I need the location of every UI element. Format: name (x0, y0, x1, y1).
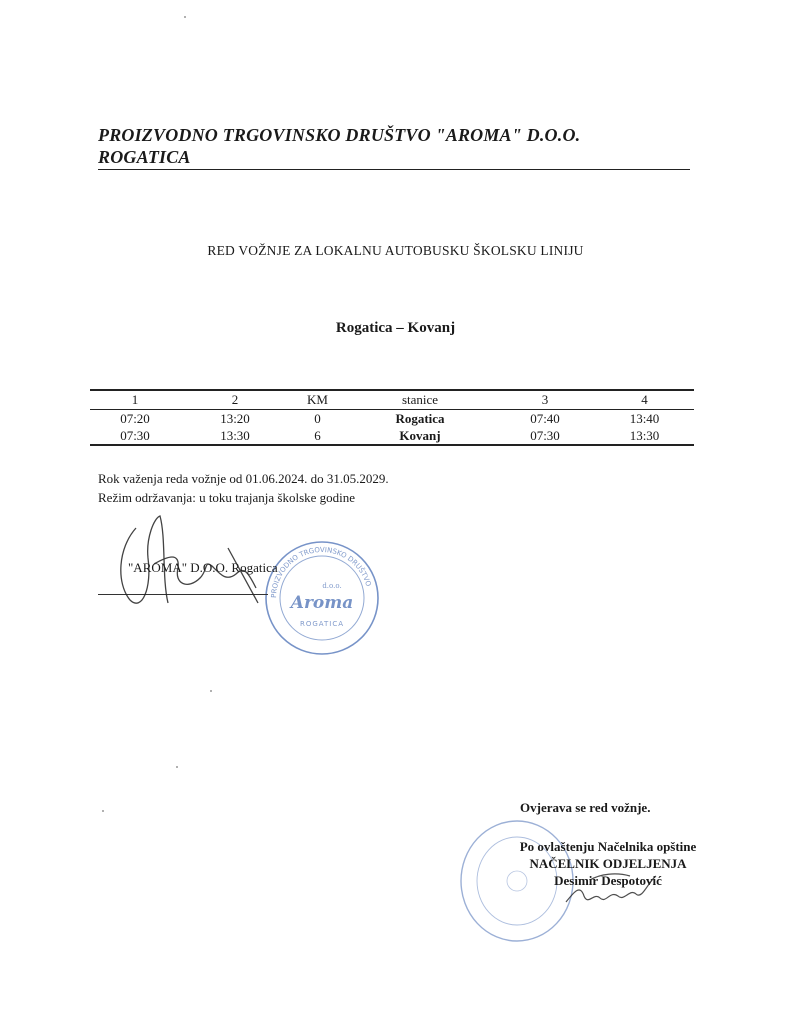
header-divider (98, 169, 690, 170)
cell: 13:30 (180, 427, 290, 445)
validity-notes (98, 469, 389, 507)
department-head-title: NAČELNIK ODJELJENJA (529, 856, 687, 871)
scan-speck (210, 690, 212, 692)
col-header-stations: stanice (345, 390, 495, 410)
cell: 13:40 (629, 410, 660, 426)
cell: 07:30 (495, 427, 595, 445)
col-header-2: 2 (180, 390, 290, 410)
timetable-header-row (90, 390, 694, 410)
carrier-signature-scribble (108, 508, 278, 618)
col-header-1: 1 (90, 390, 180, 410)
official-signature-scribble (560, 862, 670, 914)
col-header-km: KM (290, 390, 345, 410)
stamp-bottom-text: ROGATICA (299, 620, 345, 628)
cell: 07:30 (90, 427, 180, 445)
company-name-line2: ROGATICA (98, 147, 191, 167)
cell: 0 (314, 410, 321, 426)
stamp-ring-text: PROIZVODNO TRGOVINSKO DRUŠTVO (269, 546, 373, 599)
table-row (90, 427, 694, 445)
scan-speck (176, 766, 178, 768)
company-name (98, 124, 698, 168)
cell: 6 (290, 427, 345, 445)
document-title: RED VOŽNJE ZA LOKALNU AUTOBUSKU ŠKOLSKU LINIJU (207, 243, 584, 258)
cell: 07:40 (530, 410, 560, 426)
carrier-signature-label: "AROMA" D.O.O. Rogatica (128, 560, 278, 575)
scan-speck (102, 810, 104, 812)
validity-period: Rok važenja reda vožnje od 01.06.2024. do 31.05.2029. (98, 471, 389, 486)
stamp-doo-text: d.o.o. (322, 582, 342, 590)
station-cell: Rogatica (395, 410, 445, 426)
company-name-line1: PROIZVODNO TRGOVINSKO DRUŠTVO "AROMA" D.O.O. (98, 125, 581, 145)
operation-mode: Režim održavanja: u toku trajanja školske godine (98, 490, 356, 505)
authorization-line: Po ovlaštenju Načelnika opštine (519, 839, 697, 854)
company-stamp (262, 538, 382, 658)
stamp-center-text: Aroma (290, 593, 354, 613)
scan-speck (184, 16, 186, 18)
cell: 07:20 (120, 410, 150, 426)
col-header-3: 3 (495, 390, 595, 410)
col-header-4: 4 (595, 390, 694, 410)
route-title: Rogatica – Kovanj (335, 320, 456, 336)
official-name: Desimir Despotović (554, 873, 662, 888)
station-cell: Kovanj (345, 427, 495, 445)
timetable (90, 389, 694, 446)
cell: 13:30 (595, 427, 694, 445)
verification-note: Ovjerava se red vožnje. (520, 800, 651, 815)
table-row (90, 410, 694, 428)
cell: 13:20 (220, 410, 250, 426)
